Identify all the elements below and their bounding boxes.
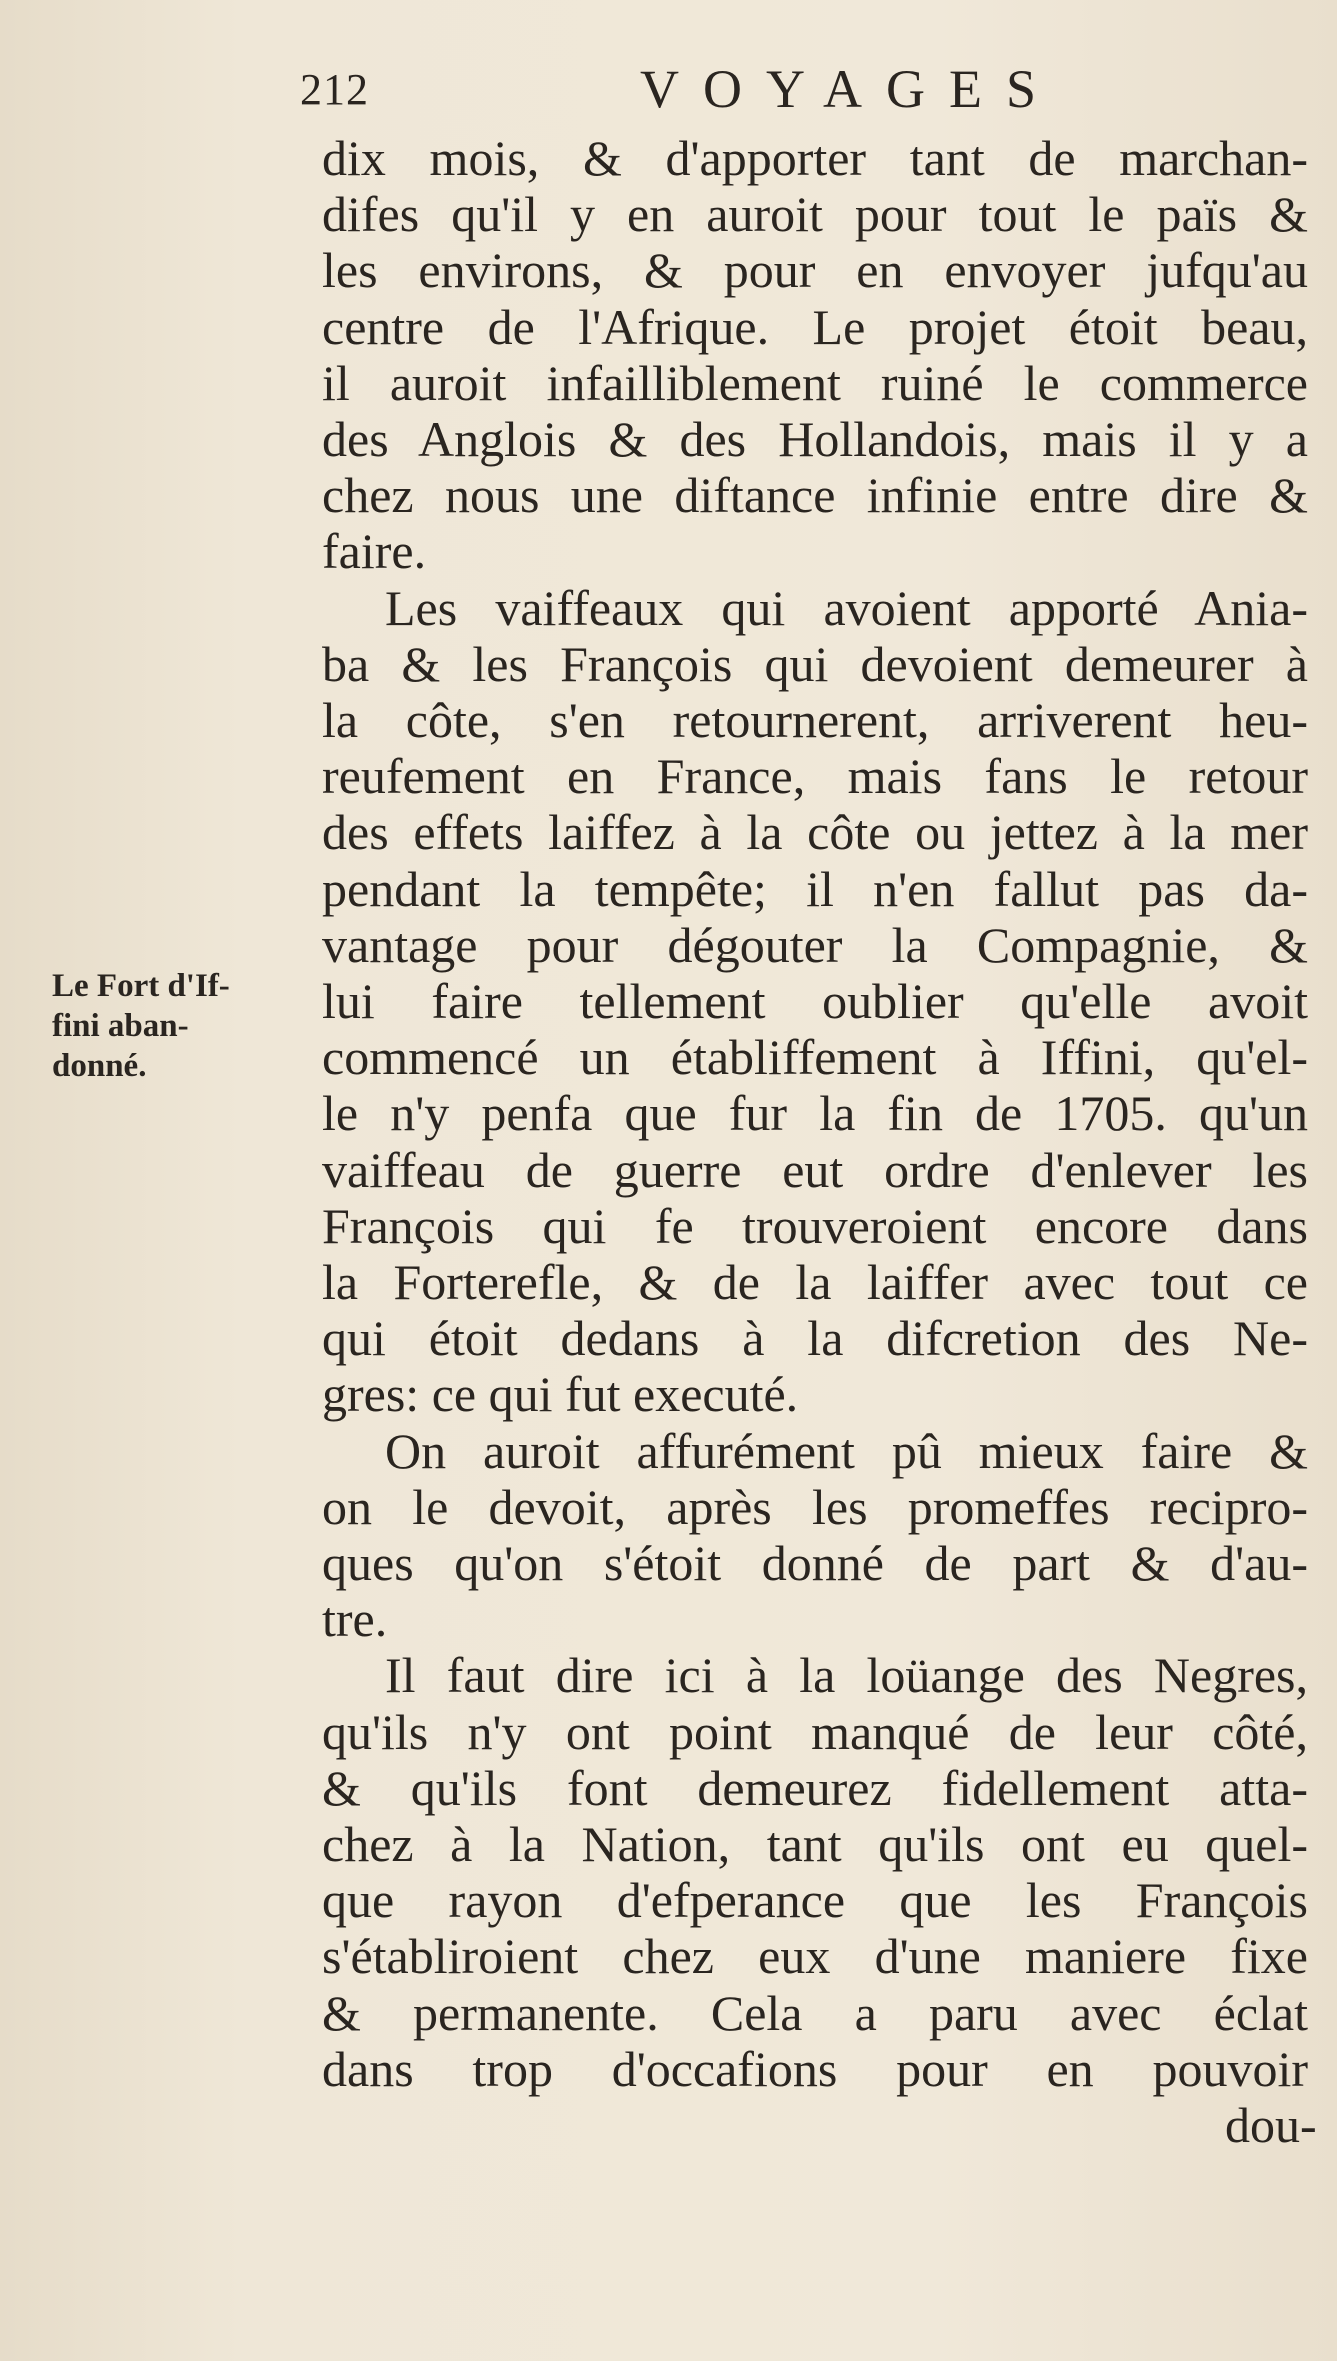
- text-line: chez à la Nation, tant qu'ils ont eu quel-: [322, 1816, 1308, 1872]
- text-line: qui étoit dedans à la difcretion des Ne-: [322, 1310, 1308, 1366]
- text-line: faire.: [322, 523, 427, 579]
- page-number: 212: [300, 65, 369, 114]
- text-line: Il faut dire ici à la loüange des Negres,: [385, 1647, 1308, 1703]
- text-line: reufement en France, mais fans le retour: [322, 748, 1308, 804]
- text-line: vaiffeau de guerre eut ordre d'enlever les: [322, 1142, 1308, 1198]
- text-line: il auroit infailliblement ruiné le commerce: [322, 355, 1308, 411]
- margin-note-line: fini aban-: [52, 1008, 189, 1044]
- text-line: des Anglois & des Hollandois, mais il y a: [322, 411, 1308, 467]
- text-line: le n'y penfa que fur la fin de 1705. qu'un: [322, 1085, 1308, 1141]
- text-line: qu'ils n'y ont point manqué de leur côté,: [322, 1704, 1308, 1760]
- text-line: chez nous une diftance infinie entre dire &: [322, 467, 1308, 523]
- margin-note-line: Le Fort d'If-: [52, 968, 230, 1004]
- text-line: & permanente. Cela a paru avec éclat: [322, 1985, 1308, 2041]
- running-title: VOYAGES: [640, 59, 1061, 119]
- text-line: centre de l'Afrique. Le projet étoit beau,: [322, 299, 1308, 355]
- text-line: la côte, s'en retournerent, arriverent heu-: [322, 692, 1308, 748]
- text-line: dans trop d'occafions pour en pouvoir: [322, 2041, 1308, 2097]
- text-line: commencé un établiffement à Iffini, qu'el-: [322, 1029, 1308, 1085]
- catchword: dou-: [1225, 2097, 1317, 2153]
- text-line: on le devoit, après les promeffes recipro-: [322, 1479, 1308, 1535]
- text-line: des effets laiffez à la côte ou jettez à la mer: [322, 804, 1308, 860]
- text-line: difes qu'il y en auroit pour tout le païs &: [322, 186, 1308, 242]
- text-line: ba & les François qui devoient demeurer à: [322, 636, 1308, 692]
- text-line: vantage pour dégouter la Compagnie, &: [322, 917, 1308, 973]
- margin-note-line: donné.: [52, 1048, 147, 1084]
- text-line: On auroit affurément pû mieux faire &: [385, 1423, 1308, 1479]
- text-line: s'établiroient chez eux d'une maniere fixe: [322, 1928, 1308, 1984]
- text-line: lui faire tellement oublier qu'elle avoit: [322, 973, 1308, 1029]
- text-line: François qui fe trouveroient encore dans: [322, 1198, 1308, 1254]
- text-line: dix mois, & d'apporter tant de marchan-: [322, 130, 1308, 186]
- text-line: Les vaiffeaux qui avoient apporté Ania-: [385, 580, 1308, 636]
- text-line: les environs, & pour en envoyer jufqu'au: [322, 242, 1308, 298]
- text-line: gres: ce qui fut executé.: [322, 1366, 799, 1422]
- text-line: & qu'ils font demeurez fidellement atta-: [322, 1760, 1308, 1816]
- text-line: que rayon d'efperance que les François: [322, 1872, 1308, 1928]
- text-line: la Forterefle, & de la laiffer avec tout ce: [322, 1254, 1308, 1310]
- page-header: [300, 58, 1120, 128]
- text-line: ques qu'on s'étoit donné de part & d'au-: [322, 1535, 1308, 1591]
- text-line: tre.: [322, 1591, 388, 1647]
- text-line: pendant la tempête; il n'en fallut pas da-: [322, 861, 1308, 917]
